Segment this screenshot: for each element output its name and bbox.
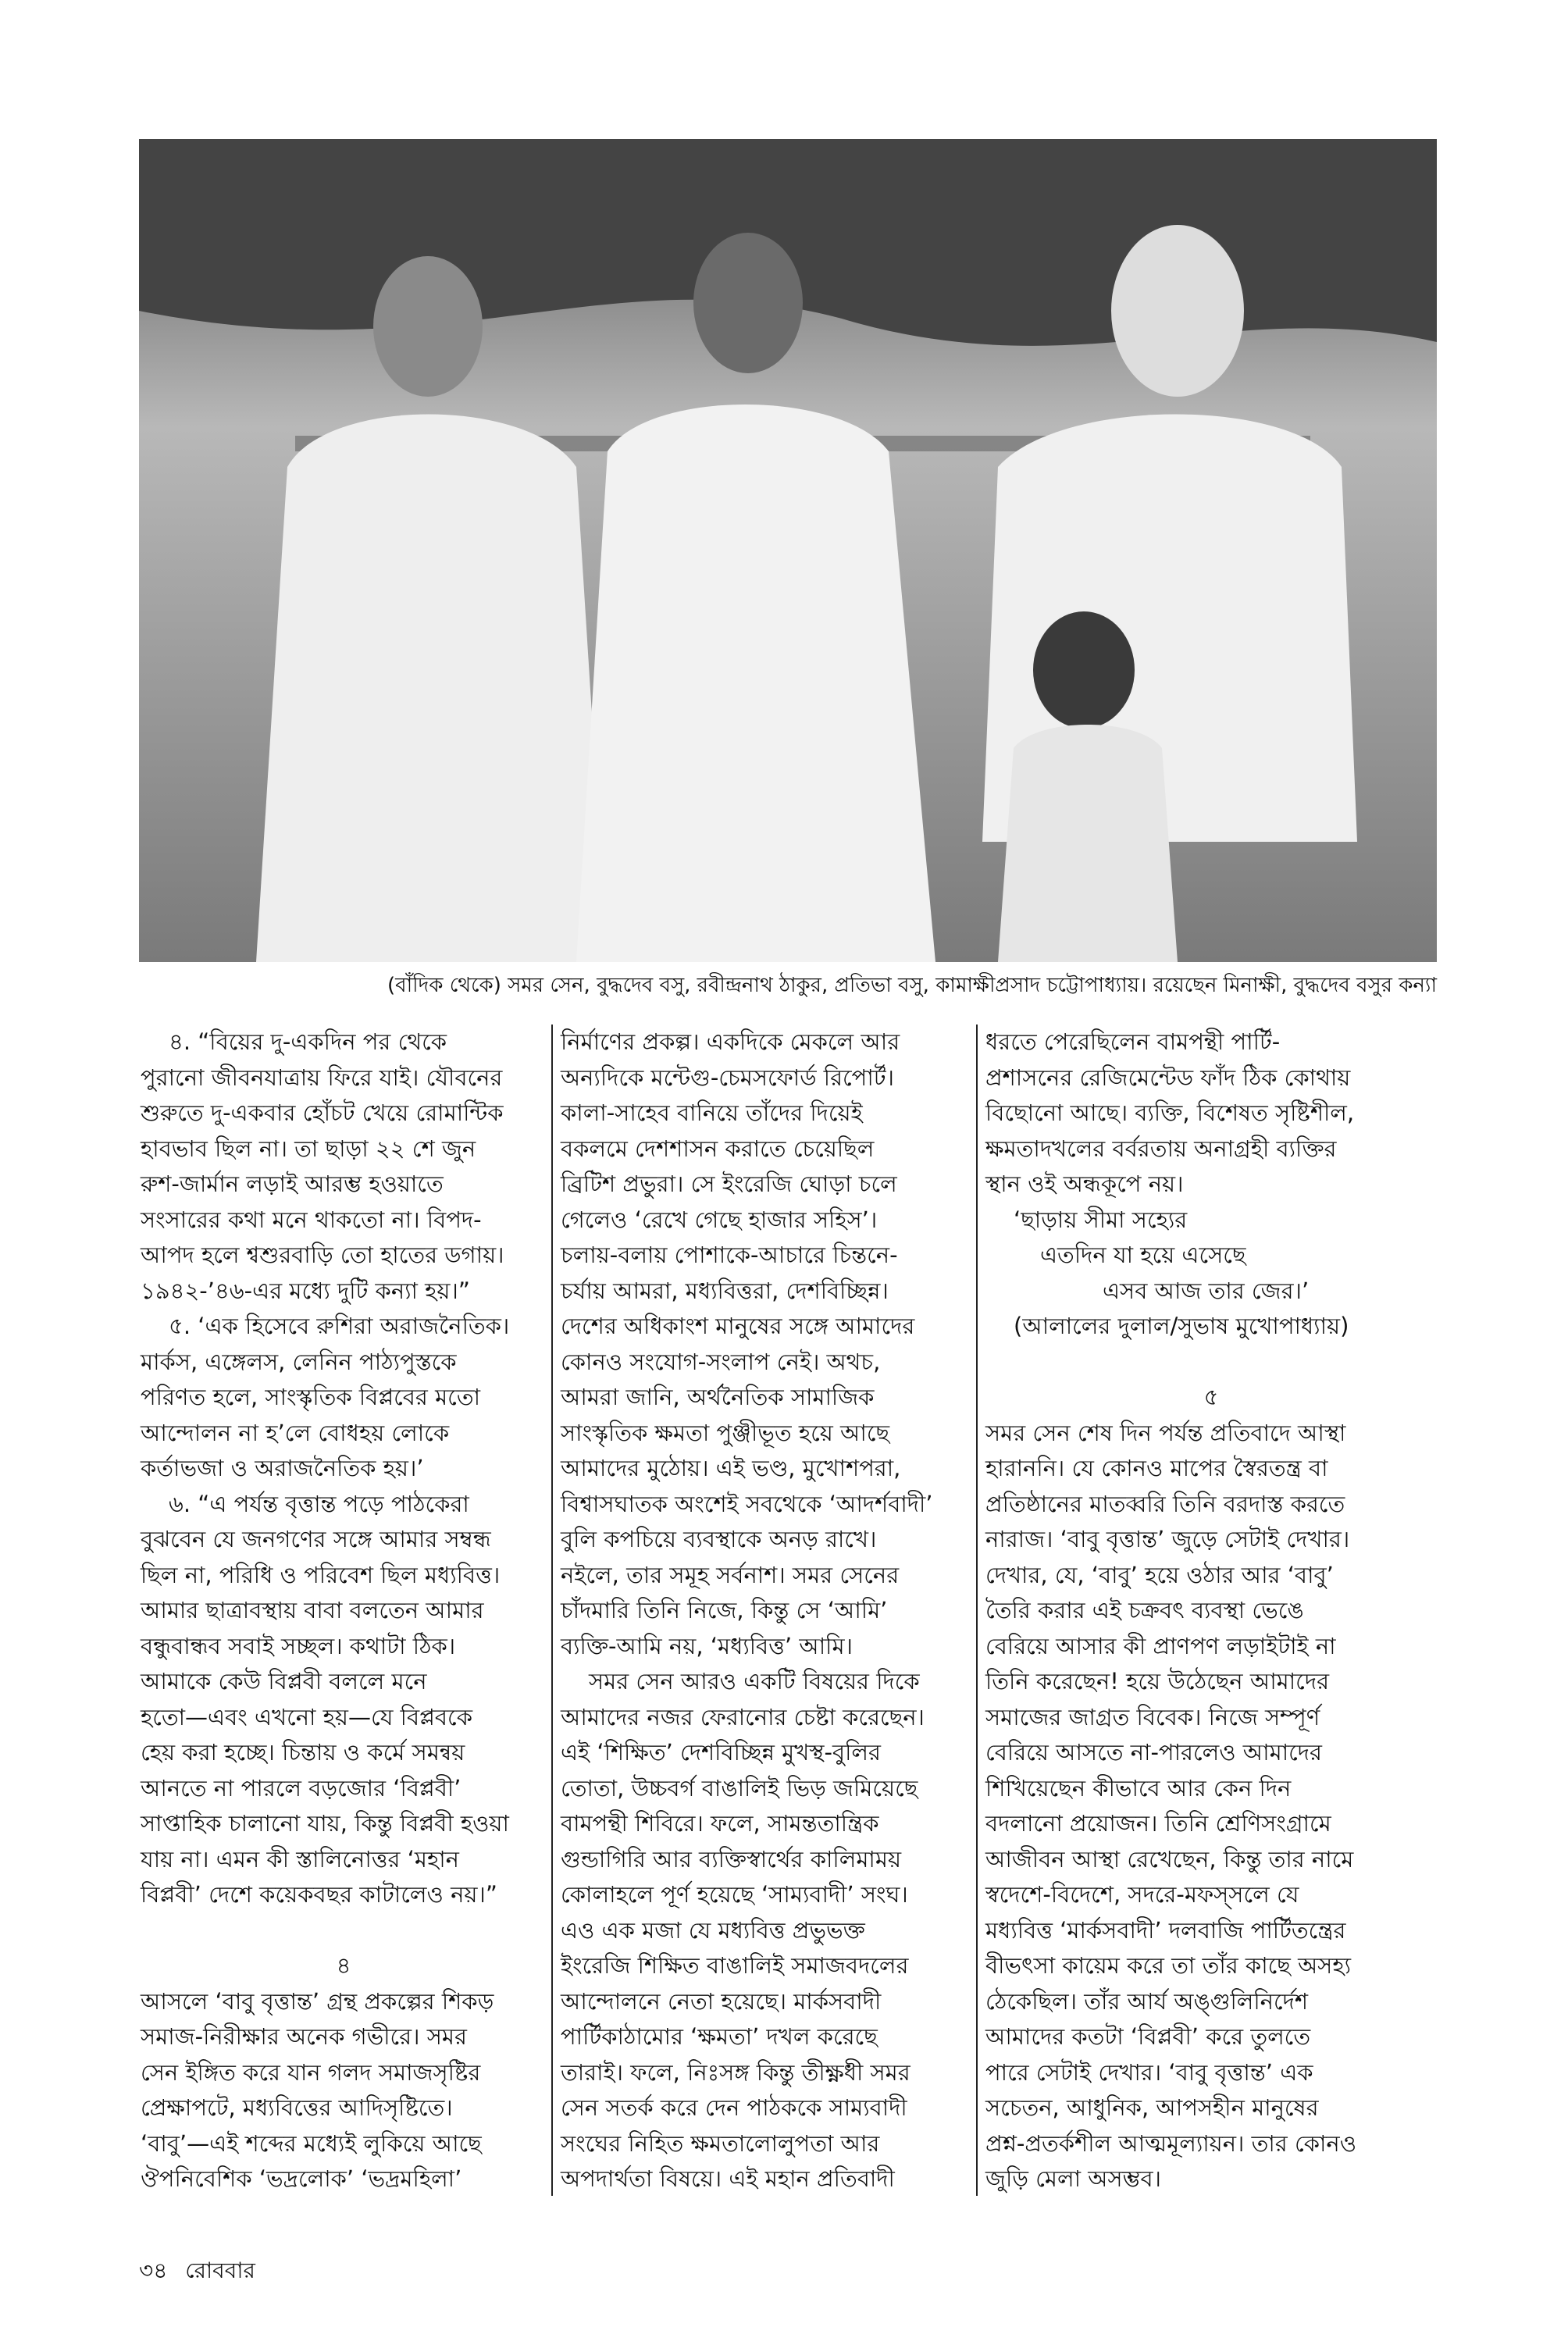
text-line: কোনও সংযোগ-সংলাপ নেই। অথচ, [561, 1348, 881, 1375]
article-column-1 [141, 1025, 547, 2197]
text-line: সেন সতর্ক করে দেন পাঠককে সাম্যবাদী [561, 2094, 907, 2121]
text-line: ১৯৪২-’৪৬-এর মধ্যে দুটি কন্যা হয়।” [141, 1277, 470, 1304]
text-line: সংসারের কথা মনে থাকতো না। বিপদ- [141, 1206, 482, 1233]
text-line: আমাদের কতটা ‘বিপ্লবী’ করে তুলতে [985, 2023, 1311, 2050]
text-line: মধ্যবিত্ত ‘মার্কসবাদী’ দলবাজি পার্টিতন্ত্রের [985, 1916, 1346, 1944]
text-line: অপদার্থতা বিষয়ে। এই মহান প্রতিবাদী [561, 2165, 895, 2192]
article-column-2 [561, 1025, 971, 2197]
text-line: দেশের অধিকাংশ মানুষের সঙ্গে আমাদের [561, 1313, 915, 1339]
text-line: ব্যক্তি-আমি নয়, ‘মধ্যবিত্ত’ আমি। [561, 1632, 853, 1659]
text-line: সমর সেন শেষ দিন পর্যন্ত প্রতিবাদে আস্থা [985, 1419, 1346, 1446]
text-line: স্থান ওই অন্ধকূপে নয়। [985, 1171, 1184, 1197]
text-line: ৬. “এ পর্যন্ত বৃত্তান্ত পড়ে পাঠকেরা [169, 1490, 469, 1517]
text-line: বেরিয়ে আসতে না-পারলেও আমাদের [985, 1739, 1322, 1766]
text-line: তৈরি করার এই চক্রবৎ ব্যবস্থা ভেঙে [985, 1597, 1304, 1623]
text-line: চলায়-বলায় পোশাকে-আচারে চিন্তনে- [561, 1242, 898, 1268]
text-line: এসব আজ তার জের।’ [1103, 1277, 1310, 1304]
text-line: ‘বাবু’—এই শব্দের মধ্যেই লুকিয়ে আছে [141, 2129, 482, 2157]
text-line: আন্দোলন না হ’লে বোধহয় লোকে [141, 1419, 450, 1446]
group-photo [139, 139, 1437, 962]
text-line: তিনি করেছেন! হয়ে উঠেছেন আমাদের [985, 1668, 1330, 1695]
text-line: সেন ইঙ্গিত করে যান গলদ সমাজসৃষ্টির [141, 2058, 481, 2086]
text-line: আমাকে কেউ বিপ্লবী বললে মনে [141, 1668, 427, 1695]
text-line: কর্তাভজা ও অরাজনৈতিক হয়।’ [141, 1455, 424, 1481]
column-divider [976, 1025, 978, 2196]
text-line: ইংরেজি শিক্ষিত বাঙালিই সমাজবদলের [561, 1952, 909, 1979]
text-line: নইলে, তার সমূহ সর্বনাশ। সমর সেনের [561, 1561, 900, 1588]
text-line: প্রতিষ্ঠানের মাতব্বরি তিনি বরদাস্ত করতে [985, 1490, 1345, 1517]
text-line: বকলমে দেশশাসন করাতে চেয়েছিল [561, 1135, 875, 1162]
text-line: সমর সেন আরও একটি বিষয়ের দিকে [589, 1668, 920, 1695]
text-line: আপদ হলে শ্বশুরবাড়ি তো হাতের ডগায়। [141, 1242, 504, 1268]
text-line: সংঘের নিহিত ক্ষমতালোলুপতা আর [561, 2129, 880, 2157]
text-line: অন্যদিকে মন্টেগু-চেমসফোর্ড রিপোর্ট। [561, 1064, 894, 1091]
text-line: স্বদেশে-বিদেশে, সদরে-মফস্‌সলে যে [985, 1881, 1299, 1908]
text-line: গুন্ডাগিরি আর ব্যক্তিস্বার্থের কালিমাময় [561, 1845, 902, 1873]
text-line: তোতা, উচ্চবর্গ বাঙালিই ভিড় জমিয়েছে [561, 1774, 918, 1801]
text-line: শিখিয়েছেন কীভাবে আর কেন দিন [985, 1774, 1292, 1801]
text-line: সাংস্কৃতিক ক্ষমতা পুঞ্জীভূত হয়ে আছে [561, 1419, 890, 1446]
text-line: বুঝবেন যে জনগণের সঙ্গে আমার সম্বন্ধ [141, 1526, 491, 1552]
text-line: বিছোনো আছে। ব্যক্তি, বিশেষত সৃষ্টিশীল, [985, 1099, 1355, 1126]
text-line: যায় না। এমন কী স্তালিনোত্তর ‘মহান [141, 1845, 459, 1873]
text-line: ঠেকেছিল। তাঁর আর্য অঙ্গুলিনির্দেশ [985, 1987, 1309, 2015]
photo-image [139, 139, 1437, 962]
text-line: কালা-সাহেব বানিয়ে তাঁদের দিয়েই [561, 1099, 863, 1126]
text-line: বামপন্থী শিবিরে। ফলে, সামন্ততান্ত্রিক [561, 1810, 879, 1837]
page-number: ৩৪ [139, 2258, 168, 2283]
text-line: বিশ্বাসঘাতক অংশেই সবথেকে ‘আদর্শবাদী’ [561, 1490, 933, 1517]
text-line: গেলেও ‘রেখে গেছে হাজার সহিস’। [561, 1206, 878, 1233]
text-line: বিপ্লবী’ দেশে কয়েকবছর কাটালেও নয়।” [141, 1881, 497, 1908]
text-line: সচেতন, আধুনিক, আপসহীন মানুষের [985, 2094, 1319, 2121]
column-divider [551, 1025, 553, 2196]
text-line: পুরানো জীবনযাত্রায় ফিরে যাই। যৌবনের [141, 1064, 503, 1091]
text-line: হেয় করা হচ্ছে। চিন্তায় ও কর্মে সমন্বয় [141, 1739, 465, 1766]
article-column-3 [985, 1025, 1437, 2197]
page-footer [139, 2254, 255, 2290]
text-line: ক্ষমতাদখলের বর্বরতায় অনাগ্রহী ব্যক্তির [985, 1135, 1337, 1162]
text-line: দেখার, যে, ‘বাবু’ হয়ে ওঠার আর ‘বাবু’ [985, 1561, 1334, 1588]
blank-line [141, 1913, 547, 1949]
text-line: বেরিয়ে আসার কী প্রাণপণ লড়াইটাই না [985, 1632, 1336, 1659]
text-line: এতদিন যা হয়ে এসেছে [1040, 1242, 1246, 1268]
text-line: প্রশ্ন-প্রতর্কশীল আত্মমূল্যায়ন। তার কোনও [985, 2129, 1357, 2157]
text-line: বীভৎসা কায়েম করে তা তাঁর কাছে অসহ্য [985, 1952, 1351, 1979]
text-line: পরিণত হলে, সাংস্কৃতিক বিপ্লবের মতো [141, 1384, 481, 1410]
text-line: আমরা জানি, অর্থনৈতিক সামাজিক [561, 1384, 875, 1410]
text-line: আমাদের নজর ফেরানোর চেষ্টা করেছেন। [561, 1703, 925, 1730]
text-line: বদলানো প্রয়োজন। তিনি শ্রেণিসংগ্রামে [985, 1810, 1331, 1837]
text-line: চাঁদমারি তিনি নিজে, কিন্তু সে ‘আমি’ [561, 1597, 888, 1623]
text-line: ঔপনিবেশিক ‘ভদ্রলোক’ ‘ভদ্রমহিলা’ [141, 2165, 462, 2192]
text-line: আন্দোলনে নেতা হয়েছে। মার্কসবাদী [561, 1987, 882, 2015]
text-line: শুরুতে দু-একবার হোঁচট খেয়ে রোমান্টিক [141, 1099, 504, 1126]
text-line: ‘ছাড়ায় সীমা সহ্যের [1014, 1206, 1188, 1233]
text-line: আসলে ‘বাবু বৃত্তান্ত’ গ্রন্থ প্রকল্পের শিকড় [141, 1987, 494, 2015]
text-line: তারাই। ফলে, নিঃসঙ্গ কিন্তু তীক্ষ্ণধী সমর [561, 2058, 911, 2086]
text-line: হতো—এবং এখনো হয়—যে বিপ্লবকে [141, 1703, 472, 1730]
text-line: চর্যায় আমরা, মধ্যবিত্তরা, দেশবিচ্ছিন্ন। [561, 1277, 889, 1304]
text-line: হাবভাব ছিল না। তা ছাড়া ২২ শে জুন [141, 1135, 476, 1162]
text-line: আমাদের মুঠোয়। এই ভণ্ড, মুখোশপরা, [561, 1455, 901, 1481]
section-number: ৫ [1203, 1384, 1219, 1410]
text-line: জুড়ি মেলা অসম্ভব। [985, 2165, 1161, 2192]
blank-line [985, 1345, 1437, 1381]
magazine-name: রোববার [185, 2258, 255, 2283]
text-line: নারাজ। ‘বাবু বৃত্তান্ত’ জুড়ে সেটাই দেখার। [985, 1526, 1350, 1552]
text-line: (আলালের দুলাল/সুভাষ মুখোপাধ্যায়) [1014, 1313, 1349, 1339]
section-number: ৪ [336, 1952, 351, 1979]
text-line: ছিল না, পরিধি ও পরিবেশ ছিল মধ্যবিত্ত। [141, 1561, 501, 1588]
text-line: সমাজের জাগ্রত বিবেক। নিজে সম্পূর্ণ [985, 1703, 1320, 1730]
text-line: রুশ-জার্মান লড়াই আরম্ভ হওয়াতে [141, 1171, 444, 1197]
text-line: বুলি কপচিয়ে ব্যবস্থাকে অনড় রাখে। [561, 1526, 877, 1552]
text-line: প্রশাসনের রেজিমেন্টেড ফাঁদ ঠিক কোথায় [985, 1064, 1351, 1091]
text-line: প্রেক্ষাপটে, মধ্যবিত্তের আদিসৃষ্টিতে। [141, 2094, 453, 2121]
text-line: পার্টিকাঠামোর ‘ক্ষমতা’ দখল করেছে [561, 2023, 878, 2050]
text-line: সাপ্তাহিক চালানো যায়, কিন্তু বিপ্লবী হওয়া [141, 1810, 509, 1837]
text-line: সমাজ-নিরীক্ষার অনেক গভীরে। সমর [141, 2023, 467, 2050]
text-line: মার্কস, এঙ্গেলস, লেনিন পাঠ্যপুস্তকে [141, 1348, 457, 1375]
text-line: নির্মাণের প্রকল্প। একদিকে মেকলে আর [561, 1028, 900, 1055]
text-line: পারে সেটাই দেখার। ‘বাবু বৃত্তান্ত’ এক [985, 2058, 1313, 2086]
text-line: আনতে না পারলে বড়জোর ‘বিপ্লবী’ [141, 1774, 461, 1801]
text-line: বন্ধুবান্ধব সবাই সচ্ছল। কথাটা ঠিক। [141, 1632, 456, 1659]
photo-caption: (বাঁদিক থেকে) সমর সেন, বুদ্ধদেব বসু, রবীন্দ্রনাথ ঠাকুর, প্রতিভা বসু, কামাক্ষীপ্রসাদ চট্টোপাধ্যায়। রয়েছেন মিনাক্ষী, বুদ্ধদেব বসুর কন্যা [387, 974, 1437, 997]
text-line: ধরতে পেরেছিলেন বামপন্থী পার্টি- [985, 1028, 1281, 1055]
text-line: এই ‘শিক্ষিত’ দেশবিচ্ছিন্ন মুখস্থ-বুলির [561, 1739, 881, 1766]
text-line: এও এক মজা যে মধ্যবিত্ত প্রভুভক্ত [561, 1916, 865, 1944]
text-line: আমার ছাত্রাবস্থায় বাবা বলতেন আমার [141, 1597, 484, 1623]
text-line: ৫. ‘এক হিসেবে রুশিরা অরাজনৈতিক। [169, 1313, 510, 1339]
text-line: ৪. “বিয়ের দু-একদিন পর থেকে [169, 1028, 447, 1055]
text-line: হারাননি। যে কোনও মাপের স্বৈরতন্ত্র বা [985, 1455, 1328, 1481]
text-line: কোলাহলে পূর্ণ হয়েছে ‘সাম্যবাদী’ সংঘ। [561, 1881, 908, 1908]
text-line: ব্রিটিশ প্রভুরা। সে ইংরেজি ঘোড়া চলে [561, 1171, 897, 1197]
text-line: আজীবন আস্থা রেখেছেন, কিন্তু তার নামে [985, 1845, 1354, 1873]
